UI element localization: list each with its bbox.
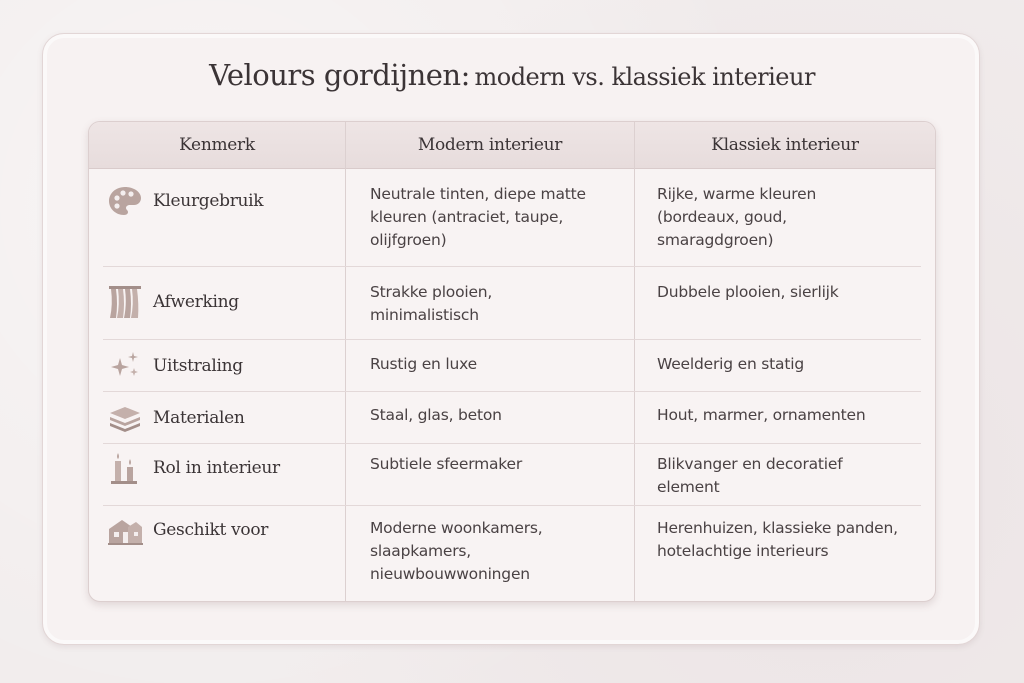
cell-line: Subtiele sfeermaker [370,455,523,473]
feature-label: Geschikt voor [153,520,269,540]
table-header-row [89,122,935,169]
material-layers-icon [105,400,145,436]
cell-line: Rijke, warme kleuren [657,185,817,203]
candles-icon [105,450,145,486]
feature-label: Uitstraling [153,356,243,376]
feature-cell [105,400,245,436]
cell-line: Hout, marmer, ornamenten [657,406,866,424]
modern-cell [370,183,586,252]
sparkles-icon [105,348,145,384]
cell-line: smaragdgroen) [657,231,774,249]
header-kenmerk: Kenmerk [179,135,255,155]
cell-line: Strakke plooien, [370,283,493,301]
cell-line: nieuwbouwwoningen [370,565,530,583]
feature-cell [105,450,280,486]
cell-line: Weelderig en statig [657,355,804,373]
cell-line: Blikvanger en decoratief [657,455,843,473]
table-row-materialen [89,392,935,444]
cell-line: element [657,478,720,496]
feature-cell [105,512,268,548]
feature-label: Rol in interieur [153,458,280,478]
classic-cell [657,353,804,376]
classic-cell [657,404,865,427]
page-title [0,58,1024,92]
cell-line: Moderne woonkamers, [370,519,543,537]
classic-cell [657,183,816,252]
modern-cell [370,453,522,476]
cell-line: Rustig en luxe [370,355,477,373]
modern-cell [370,404,502,427]
classic-cell [657,281,839,304]
title-main: Velours gordijnen: [209,58,470,92]
modern-cell [370,517,543,586]
feature-label: Afwerking [153,292,239,312]
table-row-uitstraling [89,340,935,392]
feature-cell [105,284,239,320]
cell-line: Dubbele plooien, sierlijk [657,283,839,301]
cell-line: Herenhuizen, klassieke panden, [657,519,898,537]
curtain-pleats-icon [105,284,145,320]
table-row-kleurgebruik [89,169,935,267]
cell-line: minimalistisch [370,306,479,324]
feature-label: Materialen [153,408,245,428]
modern-cell [370,353,477,376]
cell-line: hotelachtige interieurs [657,542,829,560]
table-row-afwerking [89,267,935,340]
table-row-geschikt-voor [89,506,935,601]
cell-line: Neutrale tinten, diepe matte [370,185,586,203]
header-modern: Modern interieur [417,135,563,155]
house-icon [105,512,145,548]
table-row-rol-in-interieur [89,444,935,506]
classic-cell [657,453,843,499]
cell-line: olijfgroen) [370,231,447,249]
palette-icon [105,183,145,219]
cell-line: Staal, glas, beton [370,406,502,424]
feature-cell [105,183,263,219]
feature-label: Kleurgebruik [153,191,264,211]
cell-line: (bordeaux, goud, [657,208,787,226]
header-classic: Klassiek interieur [711,135,859,155]
cell-line: slaapkamers, [370,542,472,560]
modern-cell [370,281,492,327]
cell-line: kleuren (antraciet, taupe, [370,208,564,226]
comparison-table [88,121,936,602]
classic-cell [657,517,898,563]
feature-cell [105,348,243,384]
title-subtitle: modern vs. klassiek interieur [474,63,815,91]
